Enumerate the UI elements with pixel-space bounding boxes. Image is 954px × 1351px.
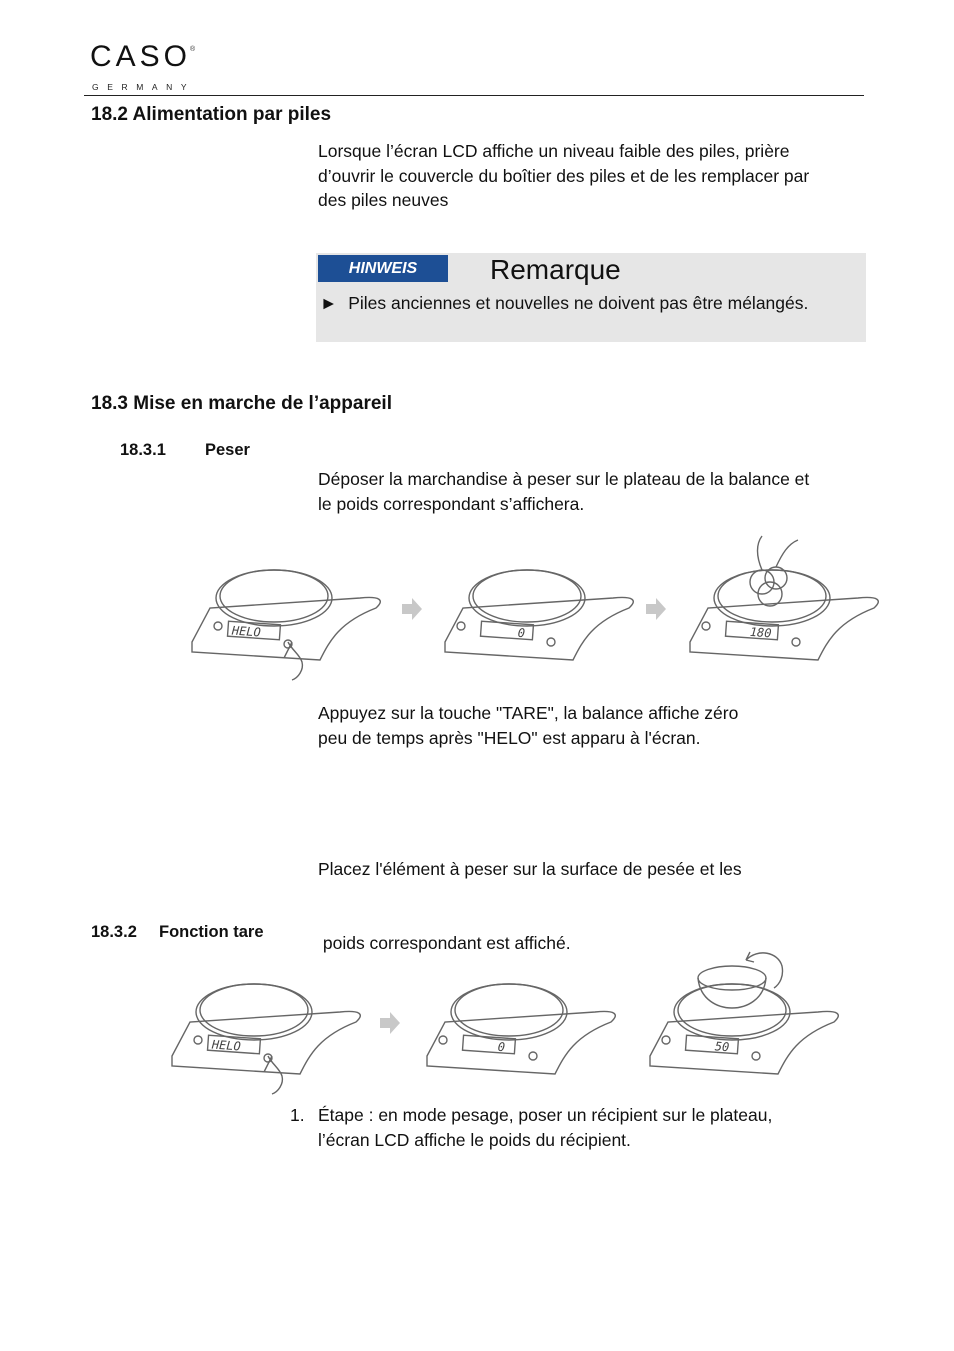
paragraph-line: l’écran LCD affiche le poids du récipient.: [318, 1129, 631, 1150]
paragraph-line: Placez l'élément à peser sur la surface de pesée et les: [318, 859, 742, 879]
tare-paragraph: [318, 701, 738, 750]
scale-illustration: [690, 536, 878, 660]
paragraph-line: Lorsque l’écran LCD affiche un niveau faible des piles, prière: [318, 141, 790, 161]
logo-wordmark: CASO: [90, 40, 192, 73]
tare-sequence-figure: [160, 944, 850, 1104]
note-text-line: [320, 291, 808, 315]
bullet-arrow-icon: ►: [320, 293, 338, 313]
hinweis-badge: HINWEIS: [318, 255, 448, 282]
paragraph-line: Déposer la marchandise à peser sur le plateau de la balance et: [318, 469, 810, 489]
paragraph-line: poids correspondant est affiché.: [318, 932, 571, 953]
scale-display-text: 0: [517, 625, 526, 641]
scale-display-text: 0: [497, 1039, 506, 1055]
arrow-right-icon: [402, 598, 422, 620]
scale-illustration: [172, 984, 360, 1094]
subsection-number-18-3-2: 18.3.2: [91, 923, 137, 941]
note-text: Piles anciennes et nouvelles ne doivent pas être mélangés.: [348, 293, 809, 313]
scale-display-text: 180: [749, 624, 772, 641]
bowl-illustration: [698, 966, 766, 1008]
note-box: [316, 253, 866, 342]
scale-illustration: [192, 570, 380, 680]
header-divider: [84, 95, 864, 96]
paragraph-line: des piles neuves: [318, 190, 449, 210]
weighing-sequence-figure: [180, 530, 880, 690]
note-title: Remarque: [490, 254, 621, 285]
scale-display-text: HELO: [211, 1037, 242, 1054]
subsection-title-peser: Peser: [205, 441, 250, 459]
section-18-2-paragraph: [318, 139, 809, 213]
paragraph-line: d’ouvrir le couvercle du boîtier des piles et de les remplacer par: [318, 165, 810, 186]
scale-display-text: 50: [714, 1039, 730, 1055]
logo-registered-mark: ®: [190, 46, 196, 53]
paragraph-line: peu de temps après "HELO" est apparu à l'écran.: [318, 727, 701, 748]
scale-illustration: [650, 952, 838, 1074]
section-heading-18-3: 18.3 Mise en marche de l’appareil: [91, 393, 392, 414]
step-text: [318, 1103, 772, 1152]
caso-logo: [86, 34, 208, 98]
arrow-right-icon: [380, 1012, 400, 1034]
peser-paragraph: [318, 467, 809, 516]
paragraph-line: Appuyez sur la touche "TARE", la balance affiche zéro: [318, 703, 739, 723]
scale-illustration: [427, 984, 615, 1074]
section-heading-18-2: 18.2 Alimentation par piles: [91, 104, 332, 125]
subsection-title-fonction-tare: Fonction tare: [159, 923, 264, 941]
scale-display-text: HELO: [231, 623, 262, 640]
paragraph-line: le poids correspondant s’affichera.: [318, 493, 585, 514]
arrow-right-icon: [646, 598, 666, 620]
subsection-number-18-3-1: 18.3.1: [120, 441, 166, 459]
logo-subtitle: GERMANY: [92, 82, 196, 92]
paragraph-line: Étape : en mode pesage, poser un récipient sur le plateau,: [318, 1105, 773, 1125]
scale-illustration: [445, 570, 633, 660]
step-number: 1.: [290, 1105, 305, 1125]
